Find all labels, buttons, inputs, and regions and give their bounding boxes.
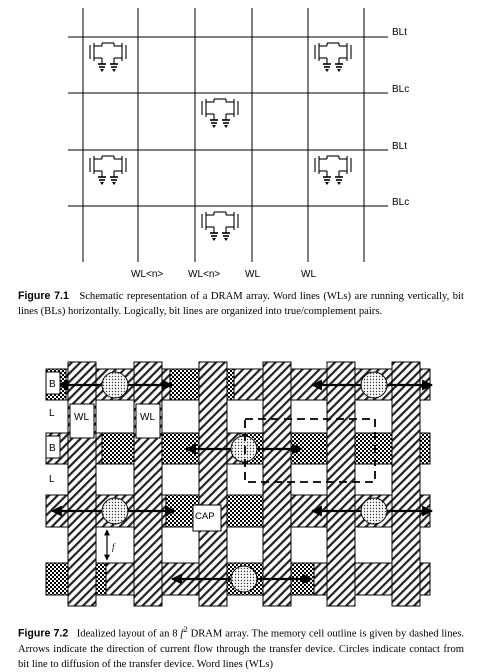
contact-circle-icon	[231, 566, 257, 592]
bl-label-l: L	[49, 474, 55, 485]
dram-cell-icon	[202, 99, 238, 128]
caption-f: f	[180, 628, 184, 640]
dram-cell-icon	[202, 212, 238, 241]
figure-label: Figure 7.2	[18, 627, 69, 640]
caption-superscript: 2	[183, 624, 188, 634]
contact-circle-icon	[361, 372, 387, 398]
caption-text: Schematic representation of a DRAM array. Word lines (WLs) are running vertically, bit lines (BLs) horizontally. Logically, bit lines are organized into true/complement pairs.	[18, 291, 464, 317]
bl-label-b: B	[49, 443, 56, 454]
word-line-label: WL	[245, 269, 260, 280]
figure-7-1-caption	[18, 289, 464, 319]
contact-circle-icon	[102, 498, 128, 524]
current-flow-arrows	[52, 385, 432, 579]
word-line-label: WL	[301, 269, 316, 280]
bit-line-label: BLc	[392, 84, 410, 95]
word-line-labels	[131, 269, 316, 280]
bit-line-label: BLt	[392, 27, 408, 38]
cap-label: CAP	[195, 511, 215, 522]
figure-7-1-schematic	[68, 8, 409, 280]
f-label: f	[112, 542, 115, 552]
memory-cells	[90, 43, 351, 241]
contact-circle-icon	[102, 372, 128, 398]
dram-cell-icon	[90, 156, 126, 185]
contact-circle-icon	[231, 436, 257, 462]
dram-cell-icon	[315, 43, 351, 72]
bit-line-label: BLt	[392, 141, 408, 152]
word-line-label: WL<n>	[188, 269, 221, 280]
bit-line-labels	[392, 27, 409, 208]
word-line-label: WL<n>	[131, 269, 164, 280]
wl-label: WL	[74, 412, 89, 423]
figure-label: Figure 7.1	[18, 290, 69, 302]
bit-line-label: BLc	[392, 197, 410, 208]
figure-7-2-caption	[18, 622, 464, 672]
wl-label: WL	[140, 412, 155, 423]
dram-cell-icon	[315, 156, 351, 185]
caption-text-end: DRAM array. The memory cell outline is given by dashed lines. Arrows indicate the direction of current flow through the transfer device. Circles indicate contact from bit line to diffusion of the transfer device. Word lines (WLs)	[18, 628, 464, 670]
bl-label-l: L	[49, 408, 55, 419]
contact-circle-icon	[361, 498, 387, 524]
caption-text-start: Idealized layout of an 8	[76, 628, 178, 640]
dram-cell-icon	[90, 43, 126, 72]
bl-label-b: B	[49, 379, 56, 390]
figure-7-2-layout	[46, 362, 432, 606]
